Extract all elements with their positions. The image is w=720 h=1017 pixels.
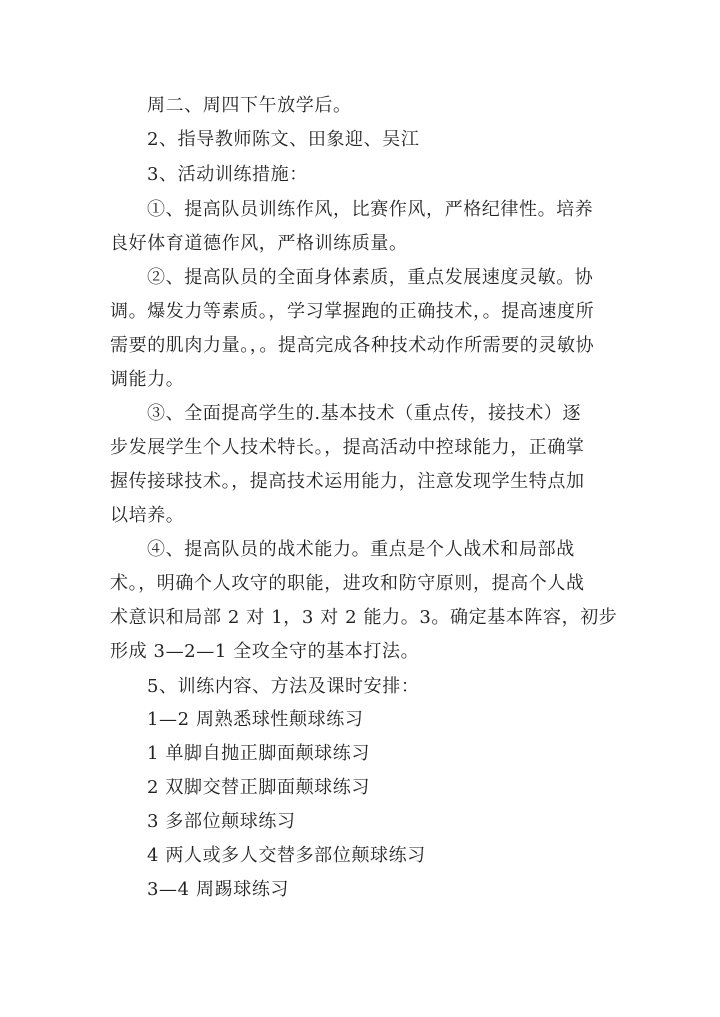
text-line-training-heading: 5、训练内容、方法及课时安排： (147, 676, 420, 697)
text-line-measure2-c: 需要的肌肉力量。，。提高完成各种技术动作所需要的灵敏协 (110, 335, 595, 356)
text-line-week3-4: 3—4 周踢球练习 (147, 879, 290, 900)
text-line-drill-4: 4 两人或多人交替多部位颠球练习 (147, 845, 426, 866)
text-line-measure3-b: 步发展学生个人技术特长。，提高活动中控球能力，正确掌 (110, 437, 585, 458)
text-line-measure4-c: 术意识和局部 2 对 1，3 对 2 能力。3。确定基本阵容，初步 (110, 607, 618, 628)
text-line-instructors: 2、指导教师陈文、田象迎、吴江 (147, 129, 420, 150)
text-line-drill-1: 1 单脚自抛正脚面颠球练习 (147, 743, 370, 764)
text-line-measure1-b: 良好体育道德作风，严格训练质量。 (110, 233, 408, 254)
text-line-drill-3: 3 多部位颠球练习 (147, 811, 296, 832)
text-line-schedule: 周二、周四下午放学后。 (147, 95, 352, 116)
text-line-measure2-d: 调能力。 (110, 369, 185, 390)
text-line-measure2-a: ②、提高队员的全面身体素质，重点发展速度灵敏。协 (147, 267, 594, 288)
text-line-measure3-d: 以培养。 (110, 505, 185, 526)
text-line-drill-2: 2 双脚交替正脚面颠球练习 (147, 777, 370, 798)
text-line-week1-2: 1—2 周熟悉球性颠球练习 (147, 709, 364, 730)
text-line-measure3-c: 握传接球技术。，提高技术运用能力，注意发现学生特点加 (110, 471, 585, 492)
text-line-measure4-b: 术。，明确个人攻守的职能，进攻和防守原则，提高个人战 (110, 573, 585, 594)
text-line-measure2-b: 调。爆发力等素质。，学习掌握跑的正确技术，。提高速度所 (110, 301, 595, 322)
text-line-measures-heading: 3、活动训练措施： (147, 164, 308, 185)
text-line-measure4-d: 形成 3—2—1 全攻全守的基本打法。 (110, 641, 420, 662)
text-line-measure3-a: ③、全面提高学生的.基本技术（重点传，接技术）逐 (147, 403, 582, 424)
text-line-measure4-a: ④、提高队员的战术能力。重点是个人战术和局部战 (147, 539, 575, 560)
text-line-measure1-a: ①、提高队员训练作风，比赛作风，严格纪律性。培养 (147, 199, 594, 220)
